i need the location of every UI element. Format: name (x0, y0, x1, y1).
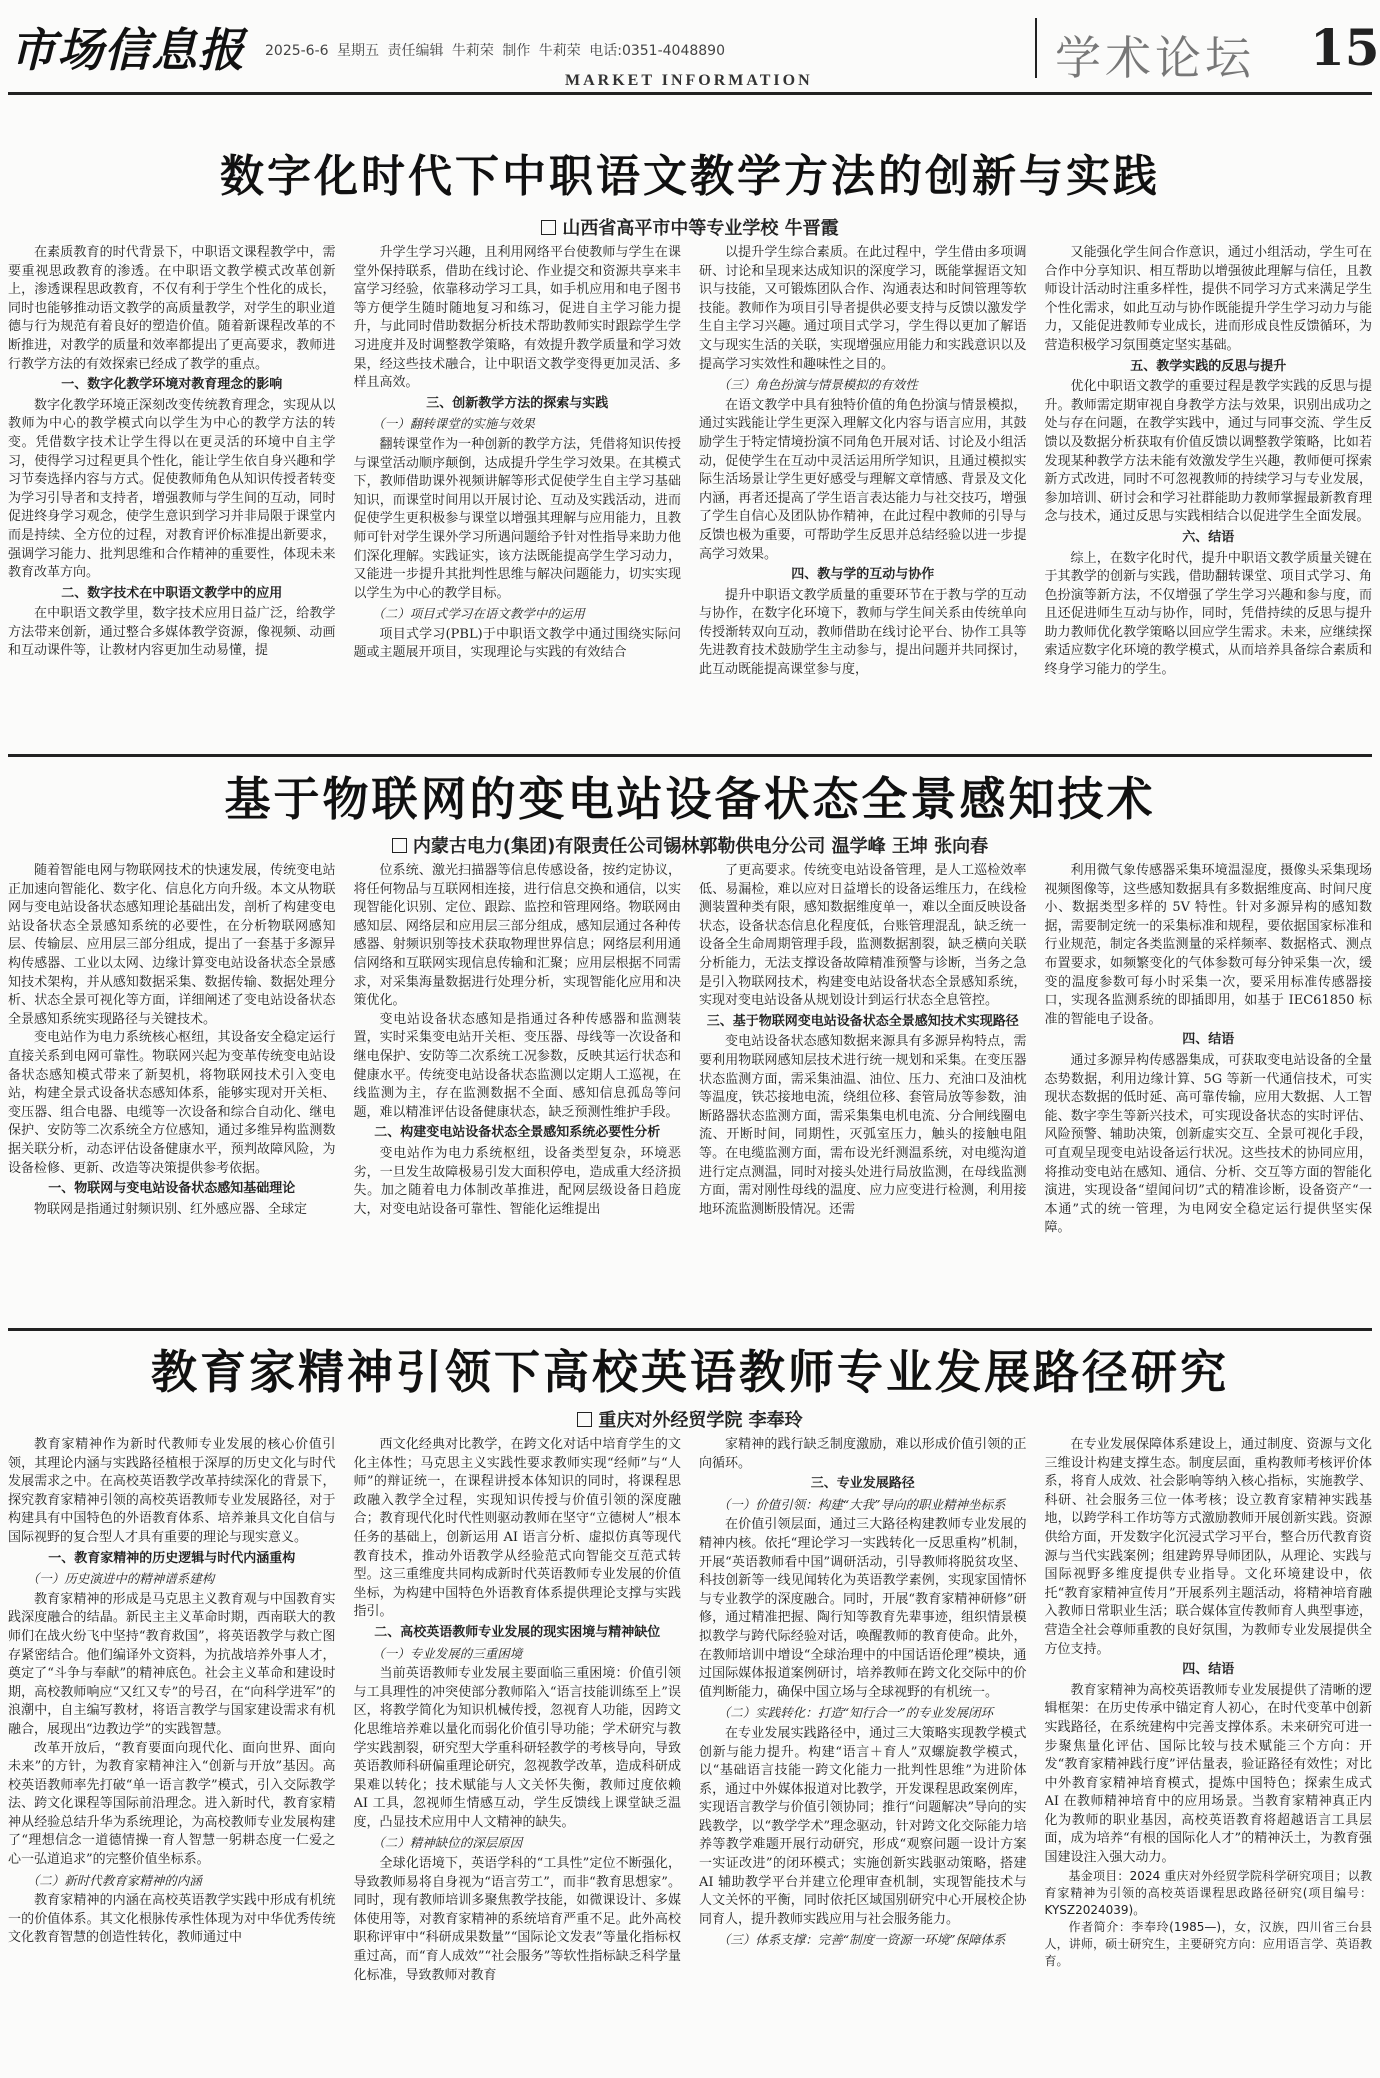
divider (1035, 18, 1037, 78)
paragraph: 以提升学生综合素质。在此过程中，学生借由多项调研、讨论和呈现来达成知识的深度学习，既能掌握语文知识与技能，又可锻炼团队合作、沟通表达和时间管理等软技能。教师作为项目引导者提供必要支持与反馈以激发学生自主学习兴趣。通过项目式学习，学生得以更加了解语文与现实生活的关联，实现增强应用能力和实践意识以及提高学习实效性和趣味性之目的。 (699, 245, 1027, 372)
article-2-byline (0, 832, 1380, 858)
paragraph: 教育家精神的形成是马克思主义教育观与中国教育实践深度融合的结晶。新民主主义革命时期，西南联大的教师们在战火纷飞中坚持“教育救国”，将英语教学与救亡图存紧密结合。他们编译外文资料，为抗战培养外事人才，奠定了“斗争与奉献”的精神底色。社会主义革命和建设时期，高校教师响应“又红又专”的号召，在“向科学进军”的浪潮中，自主编写教材，将语言教学与国家建设需求有机融合，展现出“边教边学”的实践智慧。 (8, 1591, 336, 1737)
section-heading: 三、基于物联网变电站设备状态全景感知技术实现路径 (706, 1013, 1019, 1029)
footnote: 作者简介：李奉玲(1985—)，女，汉族，四川省三台县人，讲师，硕士研究生，主要研究方向：应用语言学、英语教育。 (1044, 1919, 1372, 1968)
subsection-heading: （一）专业发展的三重困境 (372, 1645, 523, 1661)
article-2-byline-text: 内蒙古电力(集团)有限责任公司锡林郭勒供电分公司 温学峰 王坤 张向春 (412, 836, 989, 857)
paragraph: 物联网是指通过射频识别、红外感应器、全球定 (34, 1201, 308, 1217)
article-3-body (8, 1436, 1372, 2070)
paragraph: 翻转课堂作为一种创新的教学方法，凭借将知识传授与课堂活动顺序颠倒，达成提升学生学习效果。在其模式下，教师借助课外视频讲解等形式促使学生自主学习基础知识，而课堂时间用以开展讨论、互动及实践活动，进而促使学生更积极参与课堂以增强其理解与应用能力，且教师可针对学生课外学习所遇问题给予针对性指导来助力他们深化理解。实践证实，该方法既能提高学生学习动力，又能进一步提升其批判性思维与解决问题能力，切实实现以学生为中心的教学目标。 (353, 436, 681, 601)
page-number: 15 (1310, 18, 1380, 77)
text-column (354, 244, 682, 748)
article-3-byline (0, 1406, 1380, 1432)
text-column (8, 1436, 336, 2070)
paragraph: 家精神的践行缺乏制度激励，难以形成价值引领的正向循环。 (699, 1437, 1027, 1471)
article-1-body (8, 244, 1372, 748)
article-1-title: 数字化时代下中职语文教学方法的创新与实践 (220, 151, 1160, 202)
text-column (8, 862, 336, 1322)
paragraph: 改革开放后，“教育要面向现代化、面向世界、面向未来”的方针，为教育家精神注入“创新与开放”基因。高校英语教师率先打破“单一语言教学”模式，引入交际教学法、跨文化课程等国际前沿理念。进入新时代，教育家精神从经验总结升华为系统理论，为高校教师专业发展构建了“理想信念一道德情操一育人智慧一躬耕态度一仁爱之心一弘道追求”的完整价值坐标系。 (8, 1740, 336, 1868)
subsection-heading: （二）新时代教育家精神的内涵 (26, 1872, 202, 1888)
paragraph: 又能强化学生间合作意识，通过小组活动，学生可在合作中分享知识、相互帮助以增强彼此理解与信任，且教师设计活动时注重多样性，提供不同学习方式来满足学生个性化需求，如此互动与协作既能提升学生学习动力与能力，又能促进教师专业成长，进而形成良性反馈循环，为营造积极学习氛围奠定坚实基础。 (1044, 245, 1372, 353)
section-heading: 二、数字技术在中职语文教学中的应用 (61, 585, 283, 601)
paragraph: 在中职语文教学里，数字技术应用日益广泛，给教学方法带来创新，通过整合多媒体教学资源，像视频、动画和互动课件等，让教材内容更加生动易懂，提 (8, 606, 336, 659)
paragraph: 数字化教学环境正深刻改变传统教育理念，实现从以教师为中心的教学模式向以学生为中心的教学方法的转变。凭借数字技术让学生得以在更灵活的环境中自主学习，使得学习过程更具个性化，能让学生依自身兴趣和学习节奏选择内容与方式。促使教师角色从知识传授者转变为学习引导者和支持者，增强教师与学生间的互动，同时促进终身学习观念，使学生意识到学习并非局限于课堂内而是持续、全方位的过程，对教育评价标准提出新要求，强调学习能力、批判思维和合作精神的重要性，体现未来教育改革方向。 (8, 397, 336, 581)
paragraph: 在专业发展实践路径中，通过三大策略实现教学模式创新与能力提升。构建“语言＋育人”双螺旋教学模式，以“基础语言技能一跨文化能力一批判性思维”为进阶体系，通过中外媒体报道对比教学，开发课程思政案例库，实现语言教学与价值引领协同；推行“问题解决”导向的实践教学，以“教学学术”理念驱动，针对跨文化交际能力培养等教学难题开展行动研究，形成“观察问题一设计方案一实证改进”的闭环模式；实施创新实践驱动策略，搭建 AI 辅助教学平台并建立伦理审查机制，实现智能技术与人文关怀的平衡，同时依托区域国别研究中心开展校企协同育人，提升教师实践应用与社会服务能力。 (699, 1725, 1027, 1927)
paragraph: 当前英语教师专业发展主要面临三重困境：价值引领与工具理性的冲突使部分教师陷入“语言技能训练至上”误区，将教学简化为知识机械传授，忽视育人功能，因跨文化思维培养难以量化而弱化价值引导功能；学术研究与教学实践割裂，研究型大学重科研轻教学的考核导向，导致英语教师科研偏重理论研究，忽视教学改革，造成科研成果难以转化；技术赋能与人文关怀失衡，教师过度依赖 AI 工具，忽视师生情感互动，学生反馈线上课堂缺乏温度，凸显技术应用中人文精神的缺失。 (353, 1666, 681, 1830)
article-3-byline-text: 重庆对外经贸学院 李奉玲 (598, 1410, 803, 1431)
article-3-title: 教育家精神引领下高校英语教师专业发展路径研究 (151, 1345, 1229, 1399)
text-column (1045, 244, 1373, 748)
paragraph: 了更高要求。传统变电站设备管理，是人工巡检效率低、易漏检，难以应对日益增长的设备运维压力，在线检测装置种类有限，感知数据维度单一，难以全面反映设备状态，设备状态信息化程度低，台账管理混乱，缺乏统一设备全生命周期管理手段，监测数据割裂，缺乏横向关联分析能力，无法支撑设备故障精准预警与诊断，当务之急是引入物联网技术，构建变电站设备状态全景感知系统，实现对变电站设备从规划设计到运行状态全息管控。 (699, 863, 1027, 1009)
subsection-heading: （一）价值引领：构建“大我”导向的职业精神坐标系 (717, 1496, 1006, 1512)
article-1-byline-text: 山西省高平市中等专业学校 牛晋霞 (562, 218, 839, 239)
paragraph: 西文化经典对比教学，在跨文化对话中培育学生的文化主体性；马克思主义实践性要求教师实现“经师”与“人师”的辩证统一，在课程讲授本体知识的同时，将课程思政融入教学全过程，实现知识传授与价值引领的深度融合；教育现代化时代性则驱动教师在坚守“立德树人”根本任务的基础上，创新运用 AI 语言分析、虚拟仿真等现代教育技术，推动外语教学从经验范式向智能交互范式转型。这三重维度共同构成新时代英语教师专业发展的价值坐标，为构建中国特色外语教育体系提供理论支撑与实践指引。 (353, 1437, 681, 1620)
paragraph: 全球化语境下，英语学科的“工具性”定位不断强化，导致教师易将自身视为“语言劳工”，而非“教育思想家”。同时，现有教师培训多聚焦教学技能，如微课设计、多媒体使用等，对教育家精神的系统培育严重不足。此外高校职称评审中“科研成果数量”“国际论文发表”等量化指标权重过高，而“育人成效”“社会服务”等软性指标缺乏科学量化标准，导致教师对教育 (353, 1856, 681, 1983)
article-1-byline (0, 214, 1380, 240)
paragraph: 在专业发展保障体系建设上，通过制度、资源与文化三维设计构建支撑生态。制度层面，重构教师考核评价体系，将育人成效、社会影响等纳入核心指标，实施教学、科研、社会服务三位一体考核；设立教育家精神实践基地，以跨学科工作坊等方式激励教师开展创新实践。资源供给方面，开发数字化沉浸式学习平台，整合历代教育资源与当代实践案例；组建跨界导师团队，从理论、实践与国际视野多维度提供专业指导。文化环境建设中，依托“教育家精神宣传月”开展系列主题活动，将精神培育融入教师日常职业生活；联合媒体宣传教师育人典型事迹，营造全社会尊师重教的良好氛围，为教师专业发展提供全方位支持。 (1044, 1437, 1372, 1657)
paragraph: 项目式学习(PBL)于中职语文教学中通过围绕实际问题或主题展开项目，实现理论与实践的有效结合 (353, 626, 681, 661)
subsection-heading: （三）体系支撑：完善“制度一资源一环境”保障体系 (717, 1932, 1006, 1948)
newspaper-logo: 市场信息报 (10, 23, 245, 77)
section-heading: 一、教育家精神的历史逻辑与时代内涵重构 (48, 1550, 296, 1566)
section-heading: 五、教学实践的反思与提升 (1130, 358, 1287, 374)
text-column (1045, 1436, 1373, 2070)
paragraph: 利用微气象传感器采集环境温湿度，摄像头采集现场视频图像等，这些感知数据具有多数据维度高、时间尺度小、数据类型多样的 5V 特性。针对多源异构的感知数据，需要制定统一的采集标准和规程，要依据国家标准和行业规范，制定各类监测量的采样频率、数据格式、测点布置要求，如频繁变化的气体参数可每分钟采集一次，缓变的温度参数可每小时采集一次，要采用标准传感器接口，实现各监测系统的即插即用，如基于 IEC61850 标准的智能电子设备。 (1044, 863, 1372, 1027)
article-separator (8, 754, 1372, 757)
section-title: 学术论坛 (1055, 31, 1255, 85)
text-column (8, 244, 336, 748)
section-heading: 二、构建变电站设备状态全景感知系统必要性分析 (374, 1125, 661, 1141)
masthead (0, 0, 1380, 95)
text-column (354, 1436, 682, 2070)
english-title: MARKET INFORMATION (565, 72, 813, 89)
paragraph: 教育家精神作为新时代教师专业发展的核心价值引领，其理论内涵与实践路径植根于深厚的历史文化与时代发展需求之中。在高校英语教学改革持续深化的背景下，探究教育家精神引领的高校英语教师专业发展路径，对于构建具有中国特色的外语教育体系、培养兼具文化自信与国际视野的复合型人才具有重要的理论与现实意义。 (8, 1437, 336, 1545)
subsection-heading: （二）实践转化：打造“知行合一”的专业发展闭环 (717, 1705, 994, 1721)
section-heading: 一、物联网与变电站设备状态感知基础理论 (48, 1181, 296, 1197)
paragraph: 升学生学习兴趣，且利用网络平台使教师与学生在课堂外保持联系，借助在线讨论、作业提交和资源共享来丰富学习经验，依靠移动学习工具，如手机应用和电子图书等方便学生随时随地复习和练习，促进自主学习能力提升，与此同时借助数据分析技术帮助教师实时跟踪学生学习进度并及时调整教学策略，有效提升教学质量和学习效果，经这些技术融合，让中职语文教学变得更加灵活、多样且高效。 (353, 245, 681, 391)
byline-box-icon (541, 220, 556, 235)
paragraph: 教育家精神的内涵在高校英语教学实践中形成有机统一的价值体系。其文化根脉传承性体现为对中华优秀传统文化教育智慧的创造性转化，教师通过中 (8, 1893, 336, 1946)
paragraph: 变电站设备状态感知数据来源具有多源异构特点，需要利用物联网感知层技术进行统一规划和采集。在变压器状态监测方面，需采集油温、油位、压力、充油口及油枕等温度，铁芯接地电流，绕组位移、套管局放等参数，油断路器状态监测方面，需采集集电机电流、分合闸线圈电流、开断时间，同期性，灭弧室压力，触头的接触电阻等。在电缆监测方面，需布设光纤测温系统，对电缆沟道进行定点测温，同时对接头处进行局放监测，在母线监测方面，需对刚性母线的温度、应力应变进行检测，利用接地环流监测断股情况。还需 (699, 1034, 1027, 1217)
paragraph: 变电站作为电力系统核心枢纽，其设备安全稳定运行直接关系到电网可靠性。物联网兴起为变革传统变电站设备状态感知模式带来了新契机，将物联网技术引入变电站，构建全景式设备状态感知体系，能够实现对开关柜、变压器、组合电器、电缆等一次设备和综合自动化、继电保护、安防等二次系统全方位感知，通过多维异构监测数据关联分析，动态评估设备健康水平，预判故障风险，为设备检修、更新、改造等决策提供参考依据。 (8, 1030, 336, 1176)
section-heading: 二、高校英语教师专业发展的现实困境与精神缺位 (374, 1624, 661, 1640)
subsection-heading: （一）翻转课堂的实施与效果 (372, 416, 535, 432)
text-column (354, 862, 682, 1322)
subsection-heading: （二）项目式学习在语文教学中的运用 (372, 606, 585, 622)
text-column (699, 244, 1027, 748)
paragraph: 在素质教育的时代背景下，中职语文课程教学中，需要重视思政教育的渗透。在中职语文教学模式改革创新上，渗透课程思政教育，不仅有利于学生个性化的成长，同时也能够推动语文教学的高质量教学，对学生的职业道德与行为规范有着良好的塑造价值。随着新课程改革的不断推进，对教学的质量和效率都提出了更高要求，教师进行教学方法的有效探索已经成了教学的重点。 (8, 245, 336, 372)
text-column (1045, 862, 1373, 1322)
text-column (699, 862, 1027, 1322)
section-heading: 一、数字化教学环境对教育理念的影响 (61, 377, 283, 393)
subsection-heading: （二）精神缺位的深层原因 (372, 1835, 523, 1851)
paragraph: 位系统、激光扫描器等信息传感设备，按约定协议，将任何物品与互联网相连接，进行信息交换和通信，以实现智能化识别、定位、跟踪、监控和管理网络。物联网由感知层、网络层和应用层三部分组成，感知层通过各种传感器、射频识别等技术获取物理世界信息；网络层利用通信网络和互联网实现信息传输和汇聚；应用层根据不同需求，对采集海量数据进行处理分析，实现智能化应用和决策优化。 (353, 863, 681, 1009)
text-column (699, 1436, 1027, 2070)
masthead-rule (8, 92, 1372, 95)
article-2-body (8, 862, 1372, 1322)
subsection-heading: （三）角色扮演与情景模拟的有效性 (717, 377, 918, 393)
issue-meta: 2025-6-6 星期五 责任编辑 牛莉荣 制作 牛莉荣 电话:0351-4048890 (265, 43, 725, 59)
footnote: 基金项目：2024 重庆对外经贸学院科学研究项目；以教育家精神为引领的高校英语课程思政路径研究(项目编号：KYSZ2024039)。 (1044, 1868, 1372, 1917)
paragraph: 变电站作为电力系统枢纽，设备类型复杂，环境恶劣，一旦发生故障极易引发大面积停电，造成重大经济损失。加之随着电力体制改革推进，配网层级设备日趋庞大，对变电站设备可靠性、智能化运维提出 (353, 1145, 681, 1217)
section-heading: 六、结语 (1182, 529, 1235, 545)
section-heading: 三、专业发展路径 (810, 1476, 915, 1492)
paragraph: 变电站设备状态感知是指通过各种传感器和监测装置，实时采集变电站开关柜、变压器、母线等一次设备和继电保护、安防等二次系统工况参数，反映其运行状态和健康水平。传统变电站设备状态监测以定期人工巡视，在线监测为主，存在监测数据不全面、感知信息孤岛等问题，难以精准评估设备健康状态，缺乏预测性维护手段。 (353, 1011, 681, 1120)
byline-box-icon (392, 838, 407, 853)
section-heading: 四、教与学的互动与协作 (791, 567, 935, 583)
paragraph: 综上，在数字化时代，提升中职语文教学质量关键在于其教学的创新与实践，借助翻转课堂、项目式学习、角色扮演等新方法，不仅增强了学生学习兴趣和参与度，而且还促进师生互动与协作，同时，凭借持续的反思与提升助力教师优化教学策略以回应学生需求。未来，应继续探索适应数字化环境的教学模式，从而培养具备综合素质和终身学习能力的学生。 (1044, 550, 1372, 678)
article-2-title: 基于物联网的变电站设备状态全景感知技术 (224, 772, 1156, 826)
section-heading: 四、结语 (1182, 1662, 1235, 1678)
subsection-heading: （一）历史演进中的精神谱系建构 (26, 1571, 215, 1587)
article-separator (8, 1328, 1372, 1331)
paragraph: 在语文教学中具有独特价值的角色扮演与情景模拟，通过实践能让学生更深入理解文化内容与语言应用，其鼓励学生于特定情境扮演不同角色开展对话、讨论及小组活动，促使学生在互动中灵活运用所学知识，且通过模拟实际生活场景让学生更好感受与理解文章情感、背景及文化内涵，再者还提高了学生语言表达能力与社交技巧，增强了学生自信心及团队协作精神，在此过程中教师的引导与反馈也极为重要，可帮助学生反思并总结经验以进一步提高学习效果。 (699, 397, 1027, 562)
paragraph: 教育家精神为高校英语教师专业发展提供了清晰的逻辑框架：在历史传承中锚定育人初心，在时代变革中创新实践路径，在系统建构中完善支撑体系。未来研究可进一步聚焦量化评估、国际比较与技术赋能三个方向：开发“教育家精神践行度”评估量表，验证路径有效性；对比中外教育家精神培育模式，提炼中国特色；探索生成式 AI 在教师精神培育中的应用场景。当教育家精神真正内化为教师的职业基因，高校英语教育将超越语言工具层面，成为培养“有根的国际化人才”的精神沃土，为教育强国建设注入强大动力。 (1044, 1682, 1372, 1866)
byline-box-icon (577, 1412, 592, 1427)
paragraph: 随着智能电网与物联网技术的快速发展，传统变电站正加速向智能化、数字化、信息化方向升级。本文从物联网与变电站设备状态感知理论基础出发，剖析了构建变电站设备状态全景感知系统的必要性，在分析物联网感知层、传输层、应用层三部分组成，提出了一套基于多源异构传感器、工业以太网、边缘计算变电站设备状态全景感知技术架构，并从感知数据采集、数据传输、数据处理分析、状态全景可视化等方面，详细阐述了变电站设备状态全景感知系统实现路径与关键技术。 (8, 863, 336, 1027)
paragraph: 在价值引领层面，通过三大路径构建教师专业发展的精神内核。依托“理论学习一实践转化一反思重构”机制，开展“英语教师看中国”调研活动，引导教师将脱贫攻坚、科技创新等一线见闻转化为英语教学素例，实现家国情怀与专业教学的深度融合。同时，开展“教育家精神研修”研修，通过精准把握、陶行知等教育先辈事迹，组织情景模拟教学与跨代际经验对话，唤醒教师的教育使命。此外，在教师培训中增设“全球治理中的中国话语伦理”模块，通过国际媒体报道案例研讨，培养教师在跨文化交际中的价值判断能力，确保中国立场与全球视野的有机统一。 (699, 1517, 1027, 1700)
section-heading: 四、结语 (1182, 1032, 1235, 1048)
paragraph: 通过多源异构传感器集成，可获取变电站设备的全量态势数据，利用边缘计算、5G 等新一代通信技术，可实现状态数据的低时延、高可靠传输，应用大数据、人工智能、数字孪生等新兴技术，可实现设备状态的实时评估、风险预警、辅助决策，创新虚实交互、全景可视化手段，可直观呈现变电站设备运行状况。这些技术的协同应用，将推动变电站在感知、通信、分析、交互等方面的智能化演进，实现设备“望闻问切”式的精准诊断，设备资产“一本通”式的统一管理，为电网安全稳定运行提供坚实保障。 (1044, 1052, 1372, 1236)
paragraph: 提升中职语文教学质量的重要环节在于教与学的互动与协作，在数字化环境下，教师与学生间关系由传统单向传授渐转双向互动，教师借助在线讨论平台、协作工具等先进教育技术鼓励学生主动参与，提出问题并共同探讨，此互动既能提高课堂参与度， (699, 587, 1027, 678)
paragraph: 优化中职语文教学的重要过程是教学实践的反思与提升。教师需定期审视自身教学方法与效果，识别出成功之处与存在问题，在教学实践中，通过与同事交流、学生反馈以及数据分析获取有价值反馈以调整教学策略，比如若发现某种教学方法未能有效激发学生兴趣，教师便可探索新方式改进，同时不可忽视教师的持续学习与专业发展，参加培训、研讨会和学习社群能助力教师掌握最新教育理念与技术，通过反思与实践相结合以促进学生全面发展。 (1044, 379, 1372, 525)
section-heading: 三、创新教学方法的探索与实践 (426, 395, 609, 411)
